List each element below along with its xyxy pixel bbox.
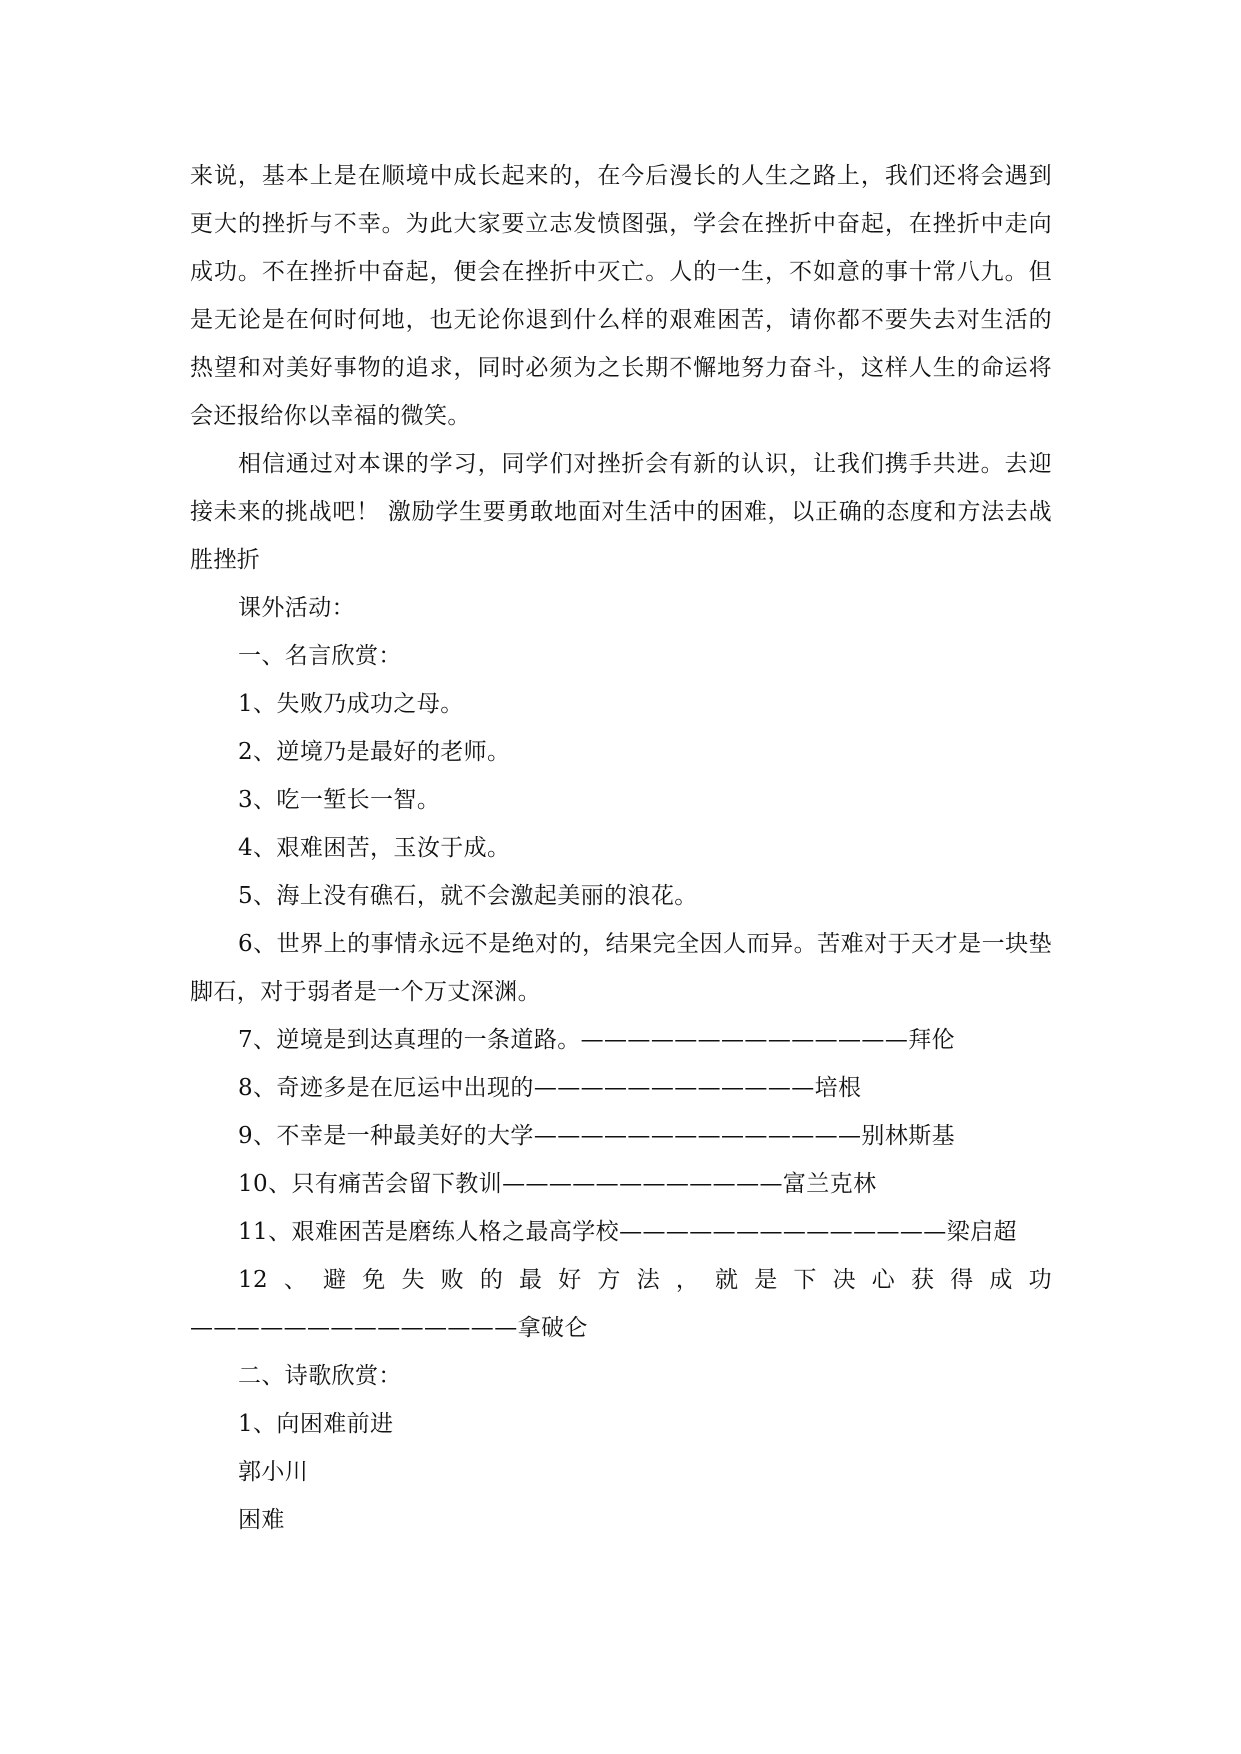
quote-item: 5、海上没有礁石，就不会激起美丽的浪花。 bbox=[238, 883, 698, 909]
quote-item: 12、避免失败的最好方法，就是下决心获得成功——————————————拿破仑 bbox=[190, 1267, 1052, 1341]
poem-author: 郭小川 bbox=[238, 1459, 309, 1485]
paragraph-conclusion: 相信通过对本课的学习，同学们对挫折会有新的认识，让我们携手共进。去迎接未来的挑战吧！ 激励学生要勇敢地面对生活中的困难，以正确的态度和方法去战胜挫折 bbox=[190, 451, 1052, 573]
quote-item: 6、世界上的事情永远不是绝对的，结果完全因人而异。苦难对于天才是一块垫脚石，对于弱者是一个万丈深渊。 bbox=[190, 931, 1052, 1005]
quote-item: 9、不幸是一种最美好的大学——————————————别林斯基 bbox=[238, 1123, 956, 1149]
quote-item: 8、奇迹多是在厄运中出现的————————————培根 bbox=[238, 1075, 862, 1101]
quote-item: 2、逆境乃是最好的老师。 bbox=[238, 739, 511, 765]
quote-item: 10、只有痛苦会留下教训————————————富兰克林 bbox=[238, 1171, 877, 1197]
quote-item: 4、艰难困苦，玉汝于成。 bbox=[238, 835, 511, 861]
quote-item: 7、逆境是到达真理的一条道路。——————————————拜伦 bbox=[238, 1027, 956, 1053]
document-body bbox=[190, 152, 1052, 1544]
quote-item: 1、失败乃成功之母。 bbox=[238, 691, 464, 717]
activity-heading: 课外活动： bbox=[238, 595, 355, 621]
section-poems-heading: 二、诗歌欣赏： bbox=[238, 1363, 402, 1389]
section-quotes-heading: 一、名言欣赏： bbox=[238, 643, 402, 669]
poem-title: 1、向困难前进 bbox=[238, 1411, 394, 1437]
paragraph-frustration: 来说，基本上是在顺境中成长起来的，在今后漫长的人生之路上，我们还将会遇到更大的挫折与不幸。为此大家要立志发愤图强，学会在挫折中奋起，在挫折中走向成功。不在挫折中奋起，便会在挫折中灭亡。人的一生，不如意的事十常八九。但是无论是在何时何地，也无论你退到什么样的艰难困苦，请你都不要失去对生活的热望和对美好事物的追求，同时必须为之长期不懈地努力奋斗，这样人生的命运将会还报给你以幸福的微笑。 bbox=[190, 163, 1052, 429]
poem-line: 困难 bbox=[238, 1507, 285, 1533]
quote-item: 3、吃一堑长一智。 bbox=[238, 787, 441, 813]
quote-item: 11、艰难困苦是磨练人格之最高学校——————————————梁启超 bbox=[238, 1219, 1017, 1245]
